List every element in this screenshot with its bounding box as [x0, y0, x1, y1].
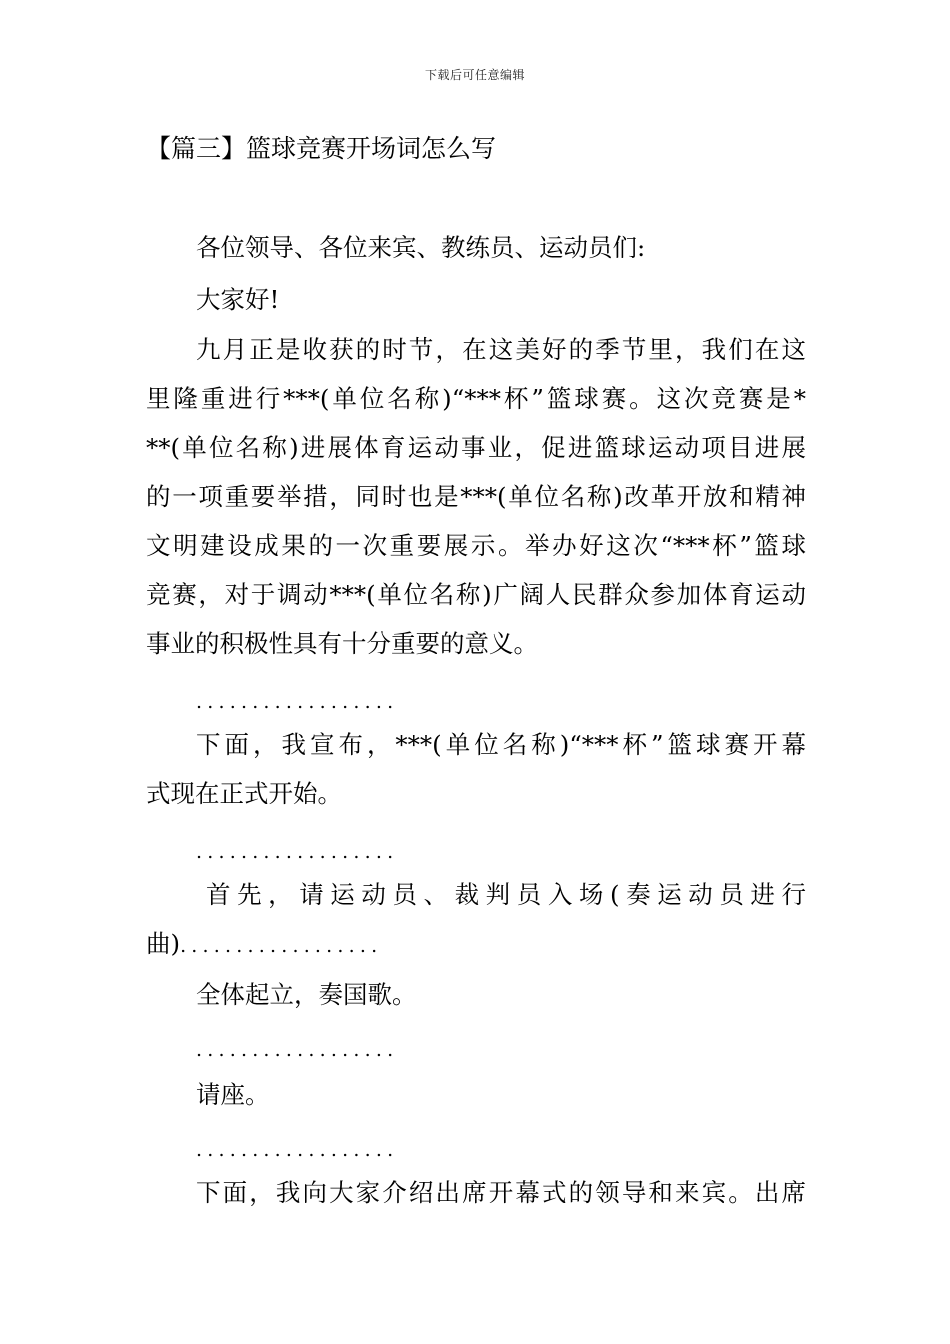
paragraph-3-line-2-text: 曲): [146, 929, 181, 958]
hello-line: 大家好!: [196, 285, 280, 314]
paragraph-1-line-7: 事业的积极性具有十分重要的意义。: [146, 629, 538, 658]
sit-line: 请座。: [196, 1080, 270, 1109]
header-note: 下载后可任意编辑: [424, 68, 525, 82]
paragraph-2-line-2: 式现在正式开始。: [146, 779, 342, 808]
ellipsis-divider-1: ..................: [196, 691, 399, 713]
ellipsis-divider-2: ..................: [196, 841, 399, 863]
document-title: 【篇三】篮球竞赛开场词怎么写: [146, 134, 497, 163]
paragraph-2-line-1: 下面，我宣布，***(单位名称)“***杯”篮球赛开幕: [196, 730, 806, 759]
stand-anthem-line: 全体起立，奏国歌。: [196, 980, 417, 1009]
paragraph-3-line-2: [146, 926, 382, 964]
paragraph-1-line-3: **(单位名称)进展体育运动事业，促进篮球运动项目进展: [146, 433, 806, 462]
paragraph-3-line-1: 首先，请运动员、裁判员入场(奏运动员进行: [206, 880, 806, 909]
ellipsis-divider-3: ..................: [196, 1039, 399, 1061]
paragraph-1-line-2: 里隆重进行***(单位名称)“***杯”篮球赛。这次竞赛是*: [146, 384, 806, 413]
ellipsis-inline: ..................: [180, 935, 383, 957]
paragraph-1-line-6: 竞赛，对于调动***(单位名称)广阔人民群众参加体育运动: [146, 580, 806, 609]
paragraph-1-line-5: 文明建设成果的一次重要展示。举办好这次“***杯”篮球: [146, 531, 806, 560]
greeting-line: 各位领导、各位来宾、教练员、运动员们:: [196, 233, 646, 262]
paragraph-1-line-4: 的一项重要举措，同时也是***(单位名称)改革开放和精神: [146, 482, 806, 511]
paragraph-1-line-1: 九月正是收获的时节，在这美好的季节里，我们在这: [196, 335, 806, 364]
ellipsis-divider-4: ..................: [196, 1139, 399, 1161]
introduction-line: 下面，我向大家介绍出席开幕式的领导和来宾。出席: [196, 1178, 806, 1207]
